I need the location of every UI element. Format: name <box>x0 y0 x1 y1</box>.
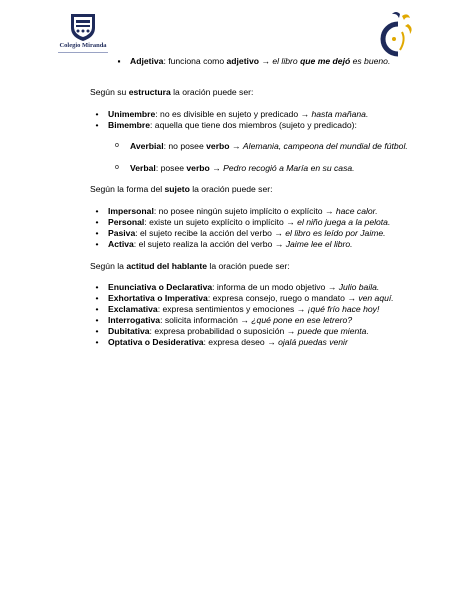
term-bold: Exclamativa <box>108 304 158 314</box>
definition-text: : no posee ningún sujeto implícito o explícito → <box>153 206 336 216</box>
bullet-icon: • <box>95 282 99 292</box>
definition-text: : expresa sentimientos y emociones → <box>157 304 308 314</box>
section-intro-hablante <box>90 261 290 272</box>
definition-text: : no posee <box>163 141 207 151</box>
example-text: ¡qué frío hace hoy! <box>307 304 380 314</box>
intro-text: la oración puede ser: <box>207 261 290 271</box>
bullet-icon: • <box>95 228 99 238</box>
arrow-text: → <box>209 163 224 173</box>
bullet-icon: • <box>95 337 99 347</box>
definition-text: : aquella que tiene dos miembros (sujeto y predicado): <box>150 120 357 130</box>
definition-text: : expresa probabilidad o suposición → <box>149 326 298 336</box>
example-text: hasta mañana. <box>311 109 369 119</box>
example-bold: que me dejó <box>300 56 351 66</box>
term-bold: Verbal <box>130 163 156 173</box>
term-bold: Interrogativa <box>108 315 161 325</box>
arrow-text: → <box>258 56 273 66</box>
list-item <box>95 304 380 315</box>
term-bold: Averbial <box>130 141 164 151</box>
list-item <box>95 293 394 304</box>
list-item <box>95 120 357 131</box>
term-bold: adjetivo <box>226 56 259 66</box>
bullet-icon: • <box>95 293 99 303</box>
term-bold: Bimembre <box>108 120 151 130</box>
example-text: ojalá puedas venir <box>278 337 348 347</box>
example-text: el niño juega a la pelota. <box>297 217 391 227</box>
definition-text: : expresa deseo → <box>203 337 279 347</box>
definition-text: : solicita información → <box>160 315 252 325</box>
list-item <box>95 228 386 239</box>
intro-text: la oración puede ser: <box>189 184 273 194</box>
example-text: hace calor. <box>335 206 378 216</box>
sub-list-item <box>115 163 355 174</box>
example-text: Julio baila. <box>338 282 380 292</box>
example-text: puede que mienta. <box>297 326 369 336</box>
list-item <box>95 315 353 326</box>
bullet-icon: • <box>95 326 99 336</box>
term-bold: Dubitativa <box>108 326 150 336</box>
intro-bold: estructura <box>128 87 171 97</box>
example-text: Jaime lee el libro. <box>285 239 353 249</box>
example-text: el libro <box>272 56 301 66</box>
definition-text: : el sujeto realiza la acción del verbo → <box>133 239 286 249</box>
list-item <box>95 217 391 228</box>
term-bold: verbo <box>186 163 210 173</box>
example-text: el libro es leído por Jaime. <box>285 228 386 238</box>
school-motto-line <box>58 52 108 56</box>
intro-text: Según la <box>90 261 127 271</box>
term-bold: verbo <box>206 141 230 151</box>
school-name: Colegio Miranda <box>59 42 107 49</box>
arrow-text: → <box>229 141 243 151</box>
bullet-icon: • <box>95 217 99 227</box>
list-item <box>95 326 369 337</box>
term-bold: Adjetiva <box>130 56 164 66</box>
intro-bold: actitud del hablante <box>126 261 208 271</box>
example-text: es bueno. <box>350 56 391 66</box>
term-bold: Personal <box>108 217 145 227</box>
bullet-icon: • <box>95 239 99 249</box>
definition-text: : funciona como <box>163 56 227 66</box>
list-item <box>95 337 348 348</box>
definition-text: : el sujeto recibe la acción del verbo → <box>135 228 286 238</box>
bullet-icon: • <box>95 120 99 130</box>
definition-text: : no es divisible en sujeto y predicado → <box>155 109 312 119</box>
bullet-icon: • <box>95 109 99 119</box>
list-item <box>95 109 369 120</box>
term-bold: Impersonal <box>108 206 154 216</box>
intro-text: la oración puede ser: <box>170 87 254 97</box>
list-item <box>95 282 380 293</box>
bullet-icon: • <box>95 315 99 325</box>
intro-text: Según su <box>90 87 129 97</box>
school-logo <box>48 12 118 64</box>
definition-text: : existe un sujeto explícito o implícito → <box>144 217 298 227</box>
term-bold: Activa <box>108 239 134 249</box>
square-bullet-icon: ▪ <box>117 56 121 66</box>
term-bold: Enunciativa o Declarativa <box>108 282 213 292</box>
circle-bullet-icon: o <box>115 142 119 149</box>
school-crest-icon <box>68 12 98 42</box>
example-text: Alemania, campeona del mundial de fútbol. <box>242 141 408 151</box>
term-bold: Pasiva <box>108 228 136 238</box>
sub-list-item-text <box>130 141 416 152</box>
term-bold: Unimembre <box>108 109 156 119</box>
section-intro-estructura <box>90 87 253 98</box>
term-bold: Exhortativa o Imperativa <box>108 293 208 303</box>
example-text: Pedro recogió a María en su casa. <box>223 163 355 173</box>
section-intro-sujeto <box>90 184 273 195</box>
definition-text: : expresa consejo, ruego o mandato → <box>207 293 359 303</box>
list-item <box>95 239 353 250</box>
example-text: ¿qué pone en ese letrero? <box>251 315 353 325</box>
circle-bullet-icon: o <box>115 164 119 171</box>
list-item-text <box>130 56 416 67</box>
bullet-icon: • <box>95 304 99 314</box>
definition-text: : posee <box>155 163 187 173</box>
term-bold: Optativa o Desiderativa <box>108 337 204 347</box>
intro-text: Según la forma del <box>90 184 165 194</box>
example-text: ven aquí. <box>358 293 394 303</box>
list-item <box>95 206 378 217</box>
intro-bold: sujeto <box>164 184 190 194</box>
bullet-icon: • <box>95 206 99 216</box>
definition-text: : informa de un modo objetivo → <box>212 282 339 292</box>
